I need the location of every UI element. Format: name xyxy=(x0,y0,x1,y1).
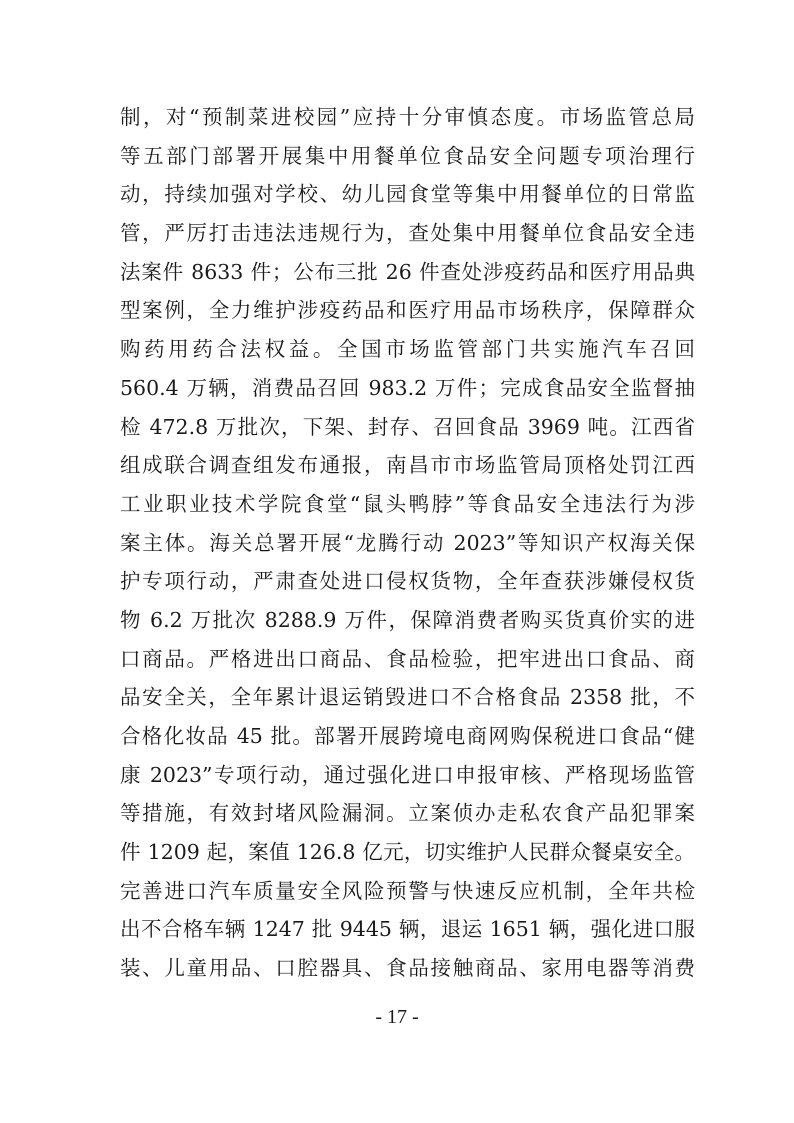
text-line: 装、儿童用品、口腔器具、食品接触商品、家用电器等消费 xyxy=(120,956,695,981)
text-line: 管，严厉打击违法违规行为，查处集中用餐单位食品安全违 xyxy=(120,221,695,246)
text-line: 物 6.2 万批次 8288.9 万件，保障消费者购买货真价实的进 xyxy=(120,607,695,632)
page-number: - 17 - xyxy=(375,1006,419,1028)
text-line: 等措施，有效封堵风险漏洞。立案侦办走私农食产品犯罪案 xyxy=(120,801,695,826)
text-line: 出不合格车辆 1247 批 9445 辆，退运 1651 辆，强化进口服 xyxy=(120,917,695,942)
text-line: 法案件 8633 件；公布三批 26 件查处涉疫药品和医疗用品典 xyxy=(120,259,695,284)
text-line: 购药用药合法权益。全国市场监管部门共实施汽车召回 xyxy=(120,337,695,362)
text-line: 件 1209 起，案值 126.8 亿元，切实维护人民群众餐桌安全。 xyxy=(120,840,695,865)
text-line: 品安全关，全年累计退运销毁进口不合格食品 2358 批，不 xyxy=(120,685,695,710)
text-line: 案主体。海关总署开展“龙腾行动 2023”等知识产权海关保 xyxy=(120,530,695,555)
text-line: 工业职业技术学院食堂“鼠头鸭脖”等食品安全违法行为涉 xyxy=(120,491,695,516)
text-line: 合格化妆品 45 批。部署开展跨境电商网购保税进口食品“健 xyxy=(120,724,695,748)
text-line: 动，持续加强对学校、幼儿园食堂等集中用餐单位的日常监 xyxy=(120,182,695,207)
text-line: 等五部门部署开展集中用餐单位食品安全问题专项治理行 xyxy=(120,143,695,168)
text-line: 口商品。严格进出口商品、食品检验，把牢进出口食品、商 xyxy=(120,646,695,671)
body-paragraph xyxy=(120,98,695,988)
text-line: 组成联合调查组发布通报，南昌市市场监管局顶格处罚江西 xyxy=(120,453,695,478)
text-line: 型案例，全力维护涉疫药品和医疗用品市场秩序，保障群众 xyxy=(120,298,695,323)
text-line: 康 2023”专项行动，通过强化进口申报审核、严格现场监管 xyxy=(120,762,695,787)
text-line: 560.4 万辆，消费品召回 983.2 万件；完成食品安全监督抽 xyxy=(120,375,695,400)
text-line: 检 472.8 万批次，下架、封存、召回食品 3969 吨。江西省 xyxy=(120,414,695,439)
text-line: 制，对“预制菜进校园”应持十分审慎态度。市场监管总局 xyxy=(120,105,695,129)
text-line: 完善进口汽车质量安全风险预警与快速反应机制，全年共检 xyxy=(120,878,695,903)
text-line: 护专项行动，严肃查处进口侵权货物，全年查获涉嫌侵权货 xyxy=(120,569,695,594)
